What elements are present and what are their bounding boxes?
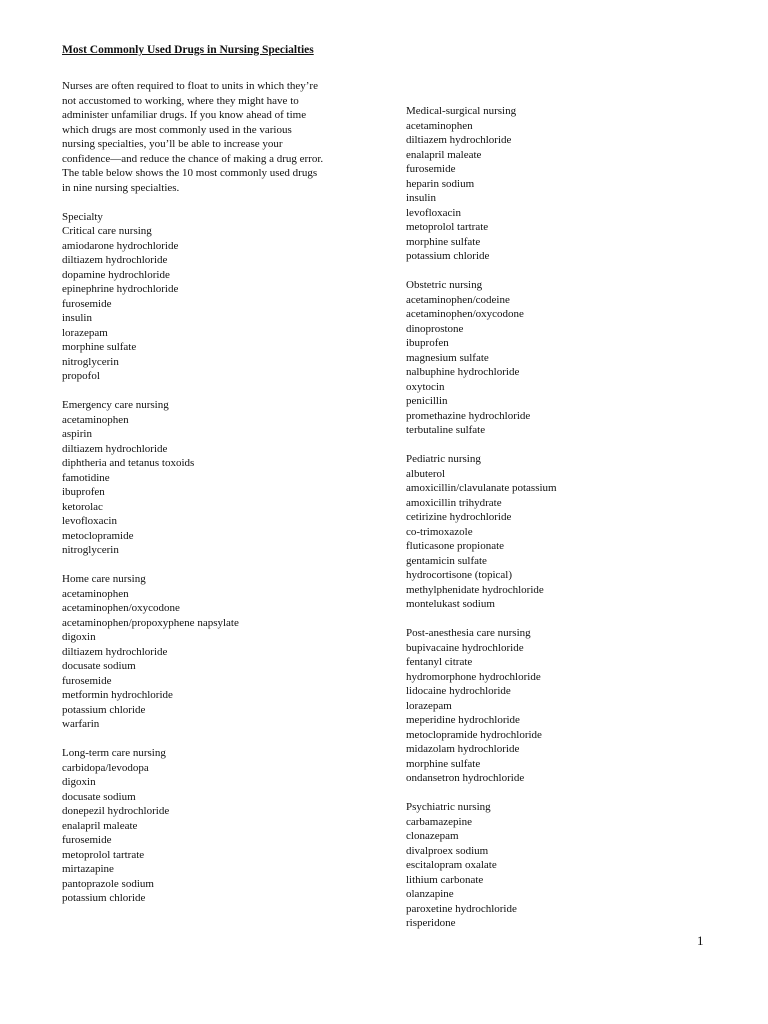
drug-item: digoxin bbox=[62, 776, 96, 788]
drug-item: acetaminophen bbox=[62, 587, 129, 600]
drug-item: acetaminophen bbox=[406, 119, 473, 132]
drug-item: penicillin bbox=[406, 395, 448, 407]
drug-item: meperidine hydrochloride bbox=[406, 714, 520, 726]
drug-item: metoprolol tartrate bbox=[62, 848, 145, 861]
drug-item: clonazepam bbox=[406, 830, 459, 842]
drug-item: bupivacaine hydrochloride bbox=[406, 641, 524, 654]
drug-item: amoxicillin trihydrate bbox=[406, 496, 502, 509]
specialty-section bbox=[62, 398, 382, 558]
drug-item: morphine sulfate bbox=[406, 757, 481, 770]
drug-item: lorazepam bbox=[406, 699, 452, 712]
drug-item: enalapril maleate bbox=[406, 148, 482, 161]
drug-item: paroxetine hydrochloride bbox=[406, 902, 517, 915]
specialty-section bbox=[62, 572, 382, 732]
drug-item: dopamine hydrochloride bbox=[62, 268, 170, 281]
drug-item: escitalopram oxalate bbox=[406, 859, 497, 871]
drug-item: ketorolac bbox=[62, 500, 103, 513]
drug-item: morphine sulfate bbox=[406, 235, 481, 248]
drug-item: carbidopa/levodopa bbox=[62, 761, 149, 774]
right-sections bbox=[406, 104, 726, 931]
drug-item: metoclopramide hydrochloride bbox=[406, 728, 542, 741]
drug-item: terbutaline sulfate bbox=[406, 424, 486, 436]
drug-item: mirtazapine bbox=[62, 863, 114, 875]
intro-line: which drugs are most commonly used in the various bbox=[62, 123, 292, 136]
drug-item: enalapril maleate bbox=[62, 819, 138, 832]
drug-item: oxytocin bbox=[406, 380, 445, 393]
specialty-name: Emergency care nursing bbox=[62, 399, 169, 411]
drug-item: warfarin bbox=[62, 718, 100, 730]
drug-item: docusate sodium bbox=[62, 660, 136, 672]
drug-item: epinephrine hydrochloride bbox=[62, 283, 179, 295]
drug-item: donepezil hydrochloride bbox=[62, 805, 170, 817]
specialty-name: Home care nursing bbox=[62, 573, 146, 585]
intro-line: The table below shows the 10 most commonly used drugs bbox=[62, 167, 318, 179]
specialty-heading: Specialty bbox=[62, 210, 103, 223]
drug-item: acetaminophen/propoxyphene napsylate bbox=[62, 616, 239, 629]
drug-item: acetaminophen/codeine bbox=[406, 293, 510, 306]
drug-item: diltiazem hydrochloride bbox=[406, 134, 512, 146]
drug-item: docusate sodium bbox=[62, 790, 136, 803]
intro-line: confidence—and reduce the chance of making a drug error. bbox=[62, 152, 324, 165]
specialty-section bbox=[406, 800, 726, 931]
drug-item: famotidine bbox=[62, 471, 110, 484]
specialty-name: Medical-surgical nursing bbox=[406, 105, 517, 117]
drug-item: acetaminophen/oxycodone bbox=[406, 308, 524, 320]
drug-item: divalproex sodium bbox=[406, 844, 489, 857]
drug-item: metformin hydrochloride bbox=[62, 689, 173, 701]
drug-item: furosemide bbox=[62, 297, 112, 310]
drug-item: amiodarone hydrochloride bbox=[62, 239, 179, 252]
drug-item: furosemide bbox=[406, 163, 456, 175]
drug-item: cetirizine hydrochloride bbox=[406, 511, 512, 523]
intro-line: not accustomed to working, where they might have to bbox=[62, 94, 299, 107]
specialty-name: Psychiatric nursing bbox=[406, 801, 491, 813]
drug-item: levofloxacin bbox=[62, 515, 117, 527]
drug-item: potassium chloride bbox=[406, 250, 490, 262]
left-column bbox=[62, 79, 382, 920]
drug-item: fentanyl citrate bbox=[406, 656, 473, 668]
specialty-section bbox=[406, 104, 726, 264]
drug-item: potassium chloride bbox=[62, 892, 146, 904]
drug-item: co-trimoxazole bbox=[406, 525, 473, 538]
drug-item: furosemide bbox=[62, 834, 112, 846]
drug-item: carbamazepine bbox=[406, 815, 472, 828]
drug-item: ibuprofen bbox=[406, 337, 449, 349]
drug-item: magnesium sulfate bbox=[406, 351, 489, 364]
drug-item: insulin bbox=[62, 312, 92, 324]
drug-item: diltiazem hydrochloride bbox=[62, 442, 168, 455]
drug-item: gentamicin sulfate bbox=[406, 554, 487, 567]
drug-item: acetaminophen/oxycodone bbox=[62, 602, 180, 614]
drug-item: furosemide bbox=[62, 674, 112, 687]
left-sections bbox=[62, 224, 382, 906]
right-column bbox=[406, 104, 726, 945]
drug-item: propofol bbox=[62, 370, 100, 382]
specialty-section bbox=[62, 746, 382, 906]
drug-item: diphtheria and tetanus toxoids bbox=[62, 457, 195, 469]
specialty-section bbox=[406, 278, 726, 438]
specialty-section bbox=[62, 224, 382, 384]
drug-item: ondansetron hydrochloride bbox=[406, 772, 525, 784]
drug-item: heparin sodium bbox=[406, 177, 475, 190]
intro-line: in nine nursing specialties. bbox=[62, 181, 180, 194]
drug-item: aspirin bbox=[62, 428, 92, 440]
drug-item: fluticasone propionate bbox=[406, 540, 505, 552]
drug-item: diltiazem hydrochloride bbox=[62, 254, 168, 266]
drug-item: diltiazem hydrochloride bbox=[62, 645, 168, 658]
drug-item: morphine sulfate bbox=[62, 341, 137, 353]
intro-line: nursing specialties, you’ll be able to increase your bbox=[62, 138, 283, 150]
specialty-section bbox=[406, 626, 726, 786]
drug-item: metoclopramide bbox=[62, 529, 134, 542]
drug-item: olanzapine bbox=[406, 888, 454, 900]
drug-item: digoxin bbox=[62, 631, 96, 643]
drug-item: metoprolol tartrate bbox=[406, 221, 489, 233]
drug-item: potassium chloride bbox=[62, 703, 146, 716]
drug-item: lorazepam bbox=[62, 326, 108, 339]
drug-item: midazolam hydrochloride bbox=[406, 743, 520, 755]
drug-item: nitroglycerin bbox=[62, 544, 119, 556]
drug-item: promethazine hydrochloride bbox=[406, 409, 531, 422]
drug-item: risperidone bbox=[406, 917, 456, 929]
intro-line: Nurses are often required to float to units in which they’re bbox=[62, 80, 318, 92]
drug-item: dinoprostone bbox=[406, 322, 464, 335]
drug-item: levofloxacin bbox=[406, 206, 461, 219]
drug-item: nitroglycerin bbox=[62, 355, 119, 368]
drug-item: ibuprofen bbox=[62, 486, 105, 498]
drug-item: lidocaine hydrochloride bbox=[406, 685, 511, 697]
drug-item: montelukast sodium bbox=[406, 598, 495, 610]
drug-item: hydrocortisone (topical) bbox=[406, 569, 512, 581]
specialty-name: Post-anesthesia care nursing bbox=[406, 627, 531, 639]
specialty-name: Obstetric nursing bbox=[406, 279, 483, 291]
drug-item: pantoprazole sodium bbox=[62, 877, 154, 890]
specialty-name: Long-term care nursing bbox=[62, 747, 166, 759]
specialty-section bbox=[406, 452, 726, 612]
document-title: Most Commonly Used Drugs in Nursing Specialties bbox=[62, 44, 314, 56]
drug-item: hydromorphone hydrochloride bbox=[406, 670, 541, 683]
drug-item: insulin bbox=[406, 192, 436, 204]
specialty-name: Pediatric nursing bbox=[406, 453, 481, 465]
intro-line: administer unfamiliar drugs. If you know ahead of time bbox=[62, 109, 307, 121]
drug-item: methylphenidate hydrochloride bbox=[406, 583, 544, 596]
drug-item: albuterol bbox=[406, 467, 446, 480]
drug-item: lithium carbonate bbox=[406, 873, 484, 886]
drug-item: acetaminophen bbox=[62, 413, 129, 426]
intro-paragraph bbox=[62, 79, 382, 195]
drug-item: amoxicillin/clavulanate potassium bbox=[406, 482, 557, 494]
drug-item: nalbuphine hydrochloride bbox=[406, 366, 520, 378]
specialty-name: Critical care nursing bbox=[62, 225, 152, 237]
page-number: 1 bbox=[697, 933, 704, 948]
